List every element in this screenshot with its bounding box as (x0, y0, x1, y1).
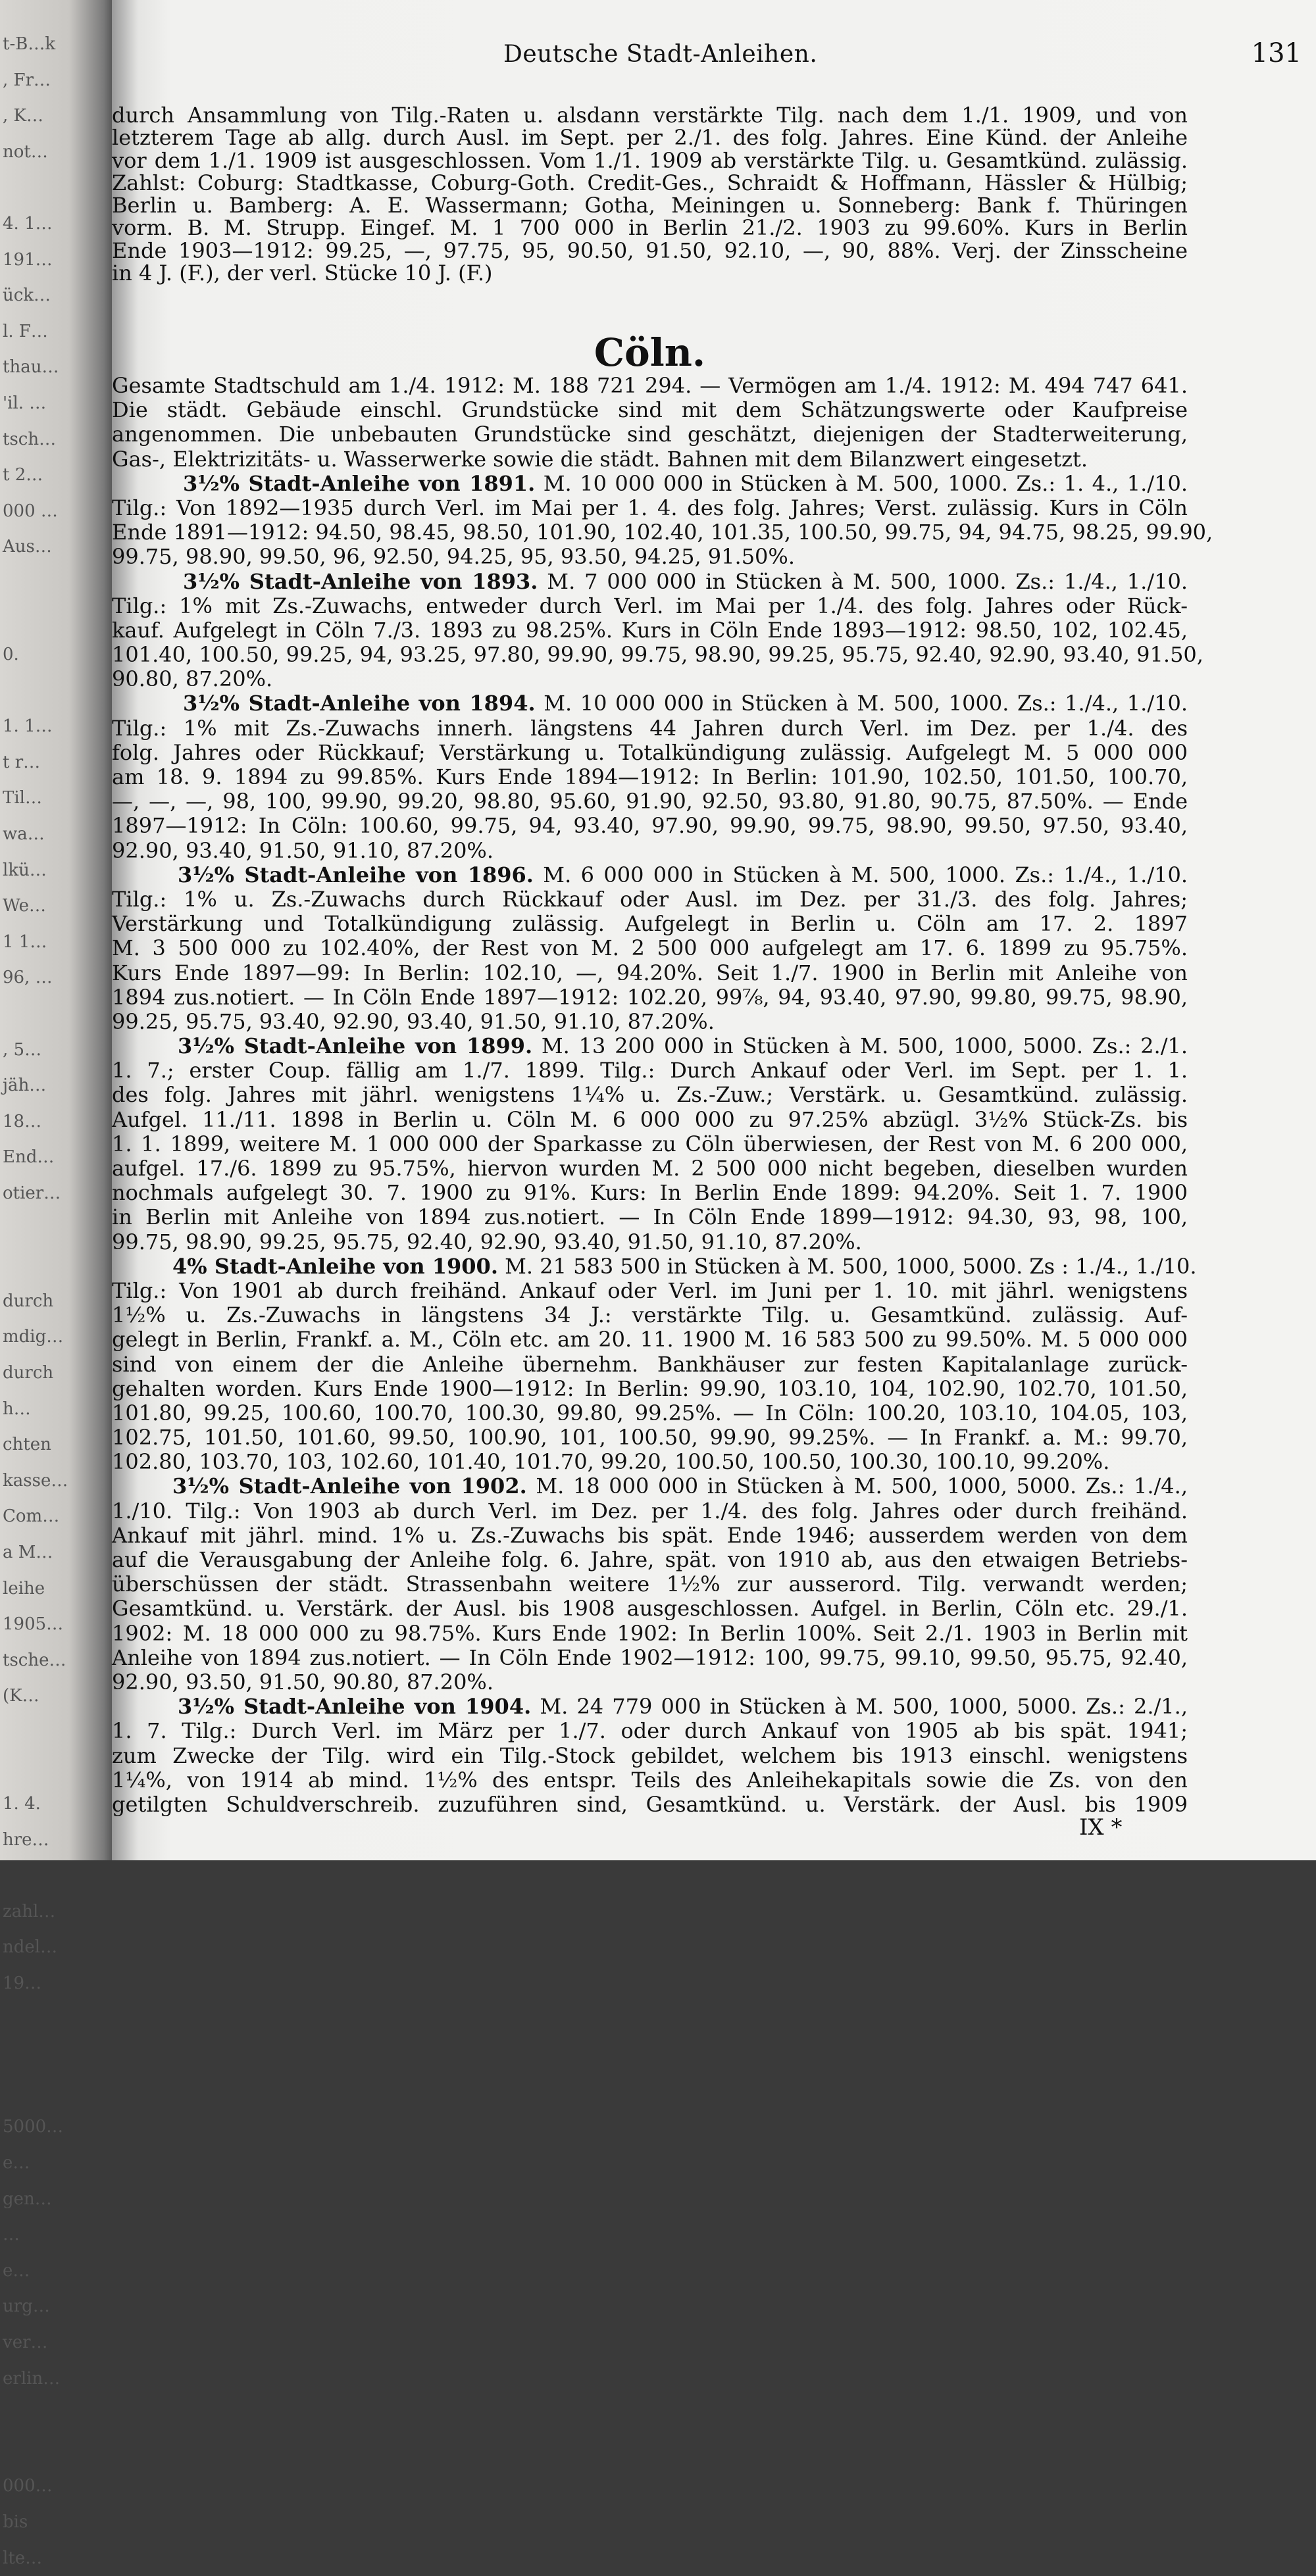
gutter-fragment: , 5… (3, 1039, 42, 1060)
text-line: vor dem 1./1. 1909 ist ausgeschlossen. Vom 1./1. 1909 ab verstärkte Tilg. u. Gesamtkünd. zulässig. (112, 147, 1188, 173)
gutter-fragment (3, 2396, 75, 2433)
line-text: Tilg.: Von 1901 ab durch freihänd. Ankauf oder Verl. im Juni per 1. 10. mit jährl. wenigstens (112, 1277, 1188, 1303)
line-text: Gesamtkünd. u. Verstärk. der Ausl. bis 1908 ausgeschlossen. Aufgel. in Berlin, Cöln etc. 29./1. (112, 1596, 1188, 1622)
gutter-fragment: wa… (3, 824, 45, 845)
loan-heading-line (112, 863, 1188, 887)
line-text: 1. 7. Tilg.: Durch Verl. im März per 1./7. oder durch Ankauf von 1905 ab bis spät. 1941; (112, 1718, 1188, 1744)
line-text: kauf. Aufgelegt in Cöln 7./3. 1893 zu 98.25%. Kurs in Cöln Ende 1893—1912: 98.50, 102, 102.45, (112, 617, 1188, 643)
text-line (112, 1450, 1188, 1474)
line-text: Verstärkung und Totalkündigung zulässig. Aufgelegt in Berlin u. Cöln am 17. 2. 1897 (112, 911, 1188, 937)
gutter-fragment: e… (3, 2260, 30, 2281)
line-text: 1897—1912: In Cöln: 100.60, 99.75, 94, 93.40, 97.90, 99.90, 99.75, 98.90, 99.50, 97.50, 93.40, (112, 813, 1188, 839)
gutter-fragment (3, 2002, 75, 2038)
gutter-fragment: tsch… (3, 429, 57, 449)
gutter-fragment: e… (3, 2153, 30, 2173)
line-text: M. 21 583 500 in Stücken à M. 500, 1000, 5000. Zs : 1./4., 1./10. (497, 1253, 1197, 1279)
gutter-fragment: thau… (3, 357, 59, 378)
text-line (112, 1352, 1188, 1377)
text-line (112, 1622, 1188, 1646)
line-text: 102.80, 103.70, 103, 102.60, 101.40, 101.70, 99.20, 100.50, 100.50, 100.30, 100.10, 99.20%. (112, 1449, 1110, 1475)
text-line (112, 1425, 1188, 1450)
gutter-fragment: durch (3, 1291, 54, 1311)
gutter-fragment (3, 1212, 75, 1248)
body-text (112, 373, 1213, 1817)
line-text: in Berlin mit Anleihe von 1894 zus.notiert. — In Cöln Ende 1899—1912: 94.30, 93, 98, 100, (112, 1204, 1188, 1230)
text-line (112, 716, 1188, 741)
gutter-fragment: 1905… (3, 1614, 64, 1635)
text-line (112, 1548, 1188, 1572)
gutter-fragment: 18… (3, 1111, 42, 1131)
gutter-fragment: zahl… (3, 1901, 56, 1921)
text-line (112, 618, 1188, 643)
gutter-fragment: 000… (3, 2476, 53, 2496)
gutter-fragment: erlin… (3, 2368, 61, 2389)
text-line (112, 1083, 1188, 1107)
gutter-fragment: ver… (3, 2333, 48, 2352)
gutter-fragment: (K… (3, 1686, 39, 1706)
line-text: 1. 7.; erster Coup. fällig am 1./7. 1899. Tilg.: Durch Ankauf oder Verl. im Sept. per 1. 1. (112, 1058, 1188, 1083)
line-text: Ankauf mit jährl. mind. 1% u. Zs.-Zuwachs bis spät. Ende 1946; ausserdem werden von dem (112, 1522, 1188, 1548)
text-line (112, 1572, 1188, 1597)
text-line (112, 839, 1188, 863)
line-text: 92.90, 93.50, 91.50, 90.80, 87.20%. (112, 1669, 494, 1695)
loan-heading: 3½% Stadt-Anleihe von 1891. (183, 470, 536, 496)
text-line (112, 912, 1188, 936)
gutter-fragment: We… (3, 896, 46, 916)
loan-heading-line (112, 1474, 1188, 1499)
text-line (112, 594, 1188, 618)
text-line: Ende 1903—1912: 99.25, —, 97.75, 95, 90.50, 91.50, 92.10, —, 90, 88%. Verj. der Zinsscheine (112, 237, 1188, 263)
text-line (112, 642, 1203, 668)
text-line: durch Ansammlung von Tilg.-Raten u. alsdann verstärkte Tilg. nach dem 1./1. 1909, und von (112, 103, 1188, 128)
text-line (112, 741, 1188, 765)
gutter-fragment: durch (3, 1362, 54, 1383)
gutter-fragment: 4. 1… (3, 213, 53, 234)
text-line (112, 1646, 1188, 1670)
text-line: letzterem Tage ab allg. durch Ausl. im Sept. per 2./1. des folg. Jahres. Eine Künd. der Anleihe (112, 125, 1188, 151)
text-line (112, 1499, 1188, 1523)
line-text: M. 24 779 000 in Stücken à M. 500, 1000, 5000. Zs.: 2./1., (531, 1694, 1188, 1720)
line-text: gelegt in Berlin, Frankf. a. M., Cöln etc. am 20. 11. 1900 M. 16 583 500 zu 99.50%. M. 5 000 000 (112, 1327, 1188, 1352)
gutter-fragment: ndel… (3, 1937, 58, 1958)
gutter-fragment: t r… (3, 752, 41, 772)
text-line (112, 1303, 1188, 1327)
line-text: 1½% u. Zs.-Zuwachs in längstens 34 J.: verstärkte Tilg. u. Gesamtkünd. zulässig. Auf- (112, 1302, 1188, 1328)
loan-heading: 3½% Stadt-Anleihe von 1896. (178, 862, 534, 887)
gutter-fragment: Com… (3, 1506, 60, 1527)
text-line (112, 1401, 1188, 1425)
line-text: Gesamte Stadtschuld am 1./4. 1912: M. 188 721 294. — Vermögen am 1./4. 1912: M. 494 747 641. (112, 373, 1188, 398)
gutter-fragment (3, 2073, 75, 2110)
text-line (112, 1010, 1188, 1034)
loan-heading-line (112, 1695, 1188, 1719)
text-line (112, 936, 1188, 960)
line-text: M. 7 000 000 in Stücken à M. 500, 1000. Zs.: 1./4., 1./10. (538, 568, 1188, 594)
page-number: 131 (1251, 38, 1302, 68)
line-text: —, —, —, 98, 100, 99.90, 99.20, 98.80, 95.60, 91.90, 92.50, 93.80, 91.80, 90.75, 87.50%. — Ende (112, 789, 1188, 814)
loan-heading: 3½% Stadt-Anleihe von 1894. (183, 691, 536, 716)
text-line (112, 1230, 1188, 1254)
line-text: angenommen. Die unbebauten Grundstücke sind geschätzt, diejenigen der Stadterweiterung, (112, 422, 1188, 447)
loan-heading: 4% Stadt-Anleihe von 1900. (172, 1253, 498, 1279)
text-line (112, 1205, 1188, 1229)
line-text: Die städt. Gebäude einschl. Grundstücke sind mit dem Schätzungswerte oder Kaufpreise (112, 397, 1188, 423)
text-line (112, 1156, 1188, 1181)
text-line (112, 447, 1188, 472)
gutter-fragment: jäh… (3, 1076, 47, 1096)
gutter-fragment: 'il. … (3, 393, 47, 413)
gutter-fragment: not… (3, 141, 48, 162)
gutter-fragment: , K… (3, 106, 43, 126)
text-line (112, 1793, 1188, 1817)
gutter-fragment: mdig… (3, 1327, 64, 1347)
gutter-fragment: kasse… (3, 1470, 68, 1491)
line-text: Gas-, Elektrizitäts- u. Wasserwerke sowie die städt. Bahnen mit dem Bilanzwert eingesetzt. (112, 446, 1088, 472)
text-line (112, 667, 1188, 691)
line-text: getilgten Schuldverschreib. zuzuführen sind, Gesamtkünd. u. Verstärk. der Ausl. bis 1909 (112, 1791, 1188, 1817)
gutter-fragment (3, 1247, 75, 1283)
text-line (112, 961, 1188, 985)
text-line (112, 545, 1188, 569)
loan-heading: 3½% Stadt-Anleihe von 1899. (178, 1033, 533, 1059)
line-text: M. 10 000 000 in Stücken à M. 500, 1000. Zs.: 1./4., 1./10. (535, 691, 1188, 716)
gutter-fragment: otier… (3, 1183, 61, 1203)
gutter-fragment: chten (3, 1435, 51, 1455)
text-line (112, 814, 1188, 838)
text-line (112, 1132, 1188, 1156)
gutter-fragment: 96, … (3, 968, 53, 988)
line-text: Tilg.: 1% mit Zs.-Zuwachs, entweder durch Verl. im Mai per 1./4. des folg. Jahres oder Rück- (112, 593, 1188, 618)
gutter-fragment: ück… (3, 285, 51, 306)
gutter-fragment (3, 673, 75, 709)
text-line (112, 887, 1188, 912)
text-line (112, 374, 1188, 398)
loan-heading: 3½% Stadt-Anleihe von 1893. (183, 568, 538, 594)
line-text: M. 6 000 000 in Stücken à M. 500, 1000. Zs.: 1./4., 1./10. (533, 862, 1188, 887)
line-text: M. 10 000 000 in Stücken à M. 500, 1000. Zs.: 1. 4., 1./10. (535, 470, 1188, 496)
gutter-fragment: h… (3, 1399, 31, 1419)
gutter-fragment (3, 565, 75, 601)
line-text: am 18. 9. 1894 zu 99.85%. Kurs Ende 1894—1912: In Berlin: 101.90, 102.50, 101.50, 100.70, (112, 764, 1188, 789)
text-line (112, 520, 1213, 545)
text-line (112, 1327, 1188, 1352)
line-text: 1902: M. 18 000 000 zu 98.75%. Kurs Ende 1902: In Berlin 100%. Seit 2./1. 1903 in Berlin mit (112, 1620, 1188, 1646)
line-text: Ende 1891—1912: 94.50, 98.45, 98.50, 101.90, 102.40, 101.35, 100.50, 99.75, 94, 94.75, 98.25, 99.90, (112, 520, 1213, 545)
line-text: aufgel. 17./6. 1899 zu 95.75%, hiervon wurden M. 2 500 000 nicht begeben, dieselben wurden (112, 1156, 1188, 1181)
line-text: 1. 1. 1899, weitere M. 1 000 000 der Sparkasse zu Cöln überwiesen, der Rest von M. 6 200 000, (112, 1131, 1188, 1156)
line-text: überschüssen der städt. Strassenbahn weitere 1½% zur ausserord. Tilg. verwandt werden; (112, 1572, 1188, 1597)
line-text: Anleihe von 1894 zus.notiert. — In Cöln Ende 1902—1912: 100, 99.75, 99.10, 99.50, 95.75, 92.40, (112, 1645, 1188, 1670)
gutter-fragment: tsche… (3, 1650, 66, 1670)
line-text: 99.75, 98.90, 99.50, 96, 92.50, 94.25, 95, 93.50, 94.25, 91.50%. (112, 544, 795, 570)
line-text: 1¼%, von 1914 ab mind. 1½% des entspr. Teils des Anleihekapitals sowie die Zs. von den (112, 1767, 1188, 1793)
gutter-fragment: 0. (3, 645, 19, 665)
line-text: des folg. Jahres mit jährl. wenigstens 1¼% u. Zs.-Zuw.; Verstärk. u. Gesamtkünd. zulässig. (112, 1082, 1188, 1108)
text-line (112, 1058, 1188, 1083)
text-line (112, 1744, 1188, 1768)
line-text: M. 13 200 000 in Stücken à M. 500, 1000, 5000. Zs.: 2./1. (532, 1033, 1188, 1059)
gutter-fragment: , Fr… (3, 70, 51, 90)
text-line (112, 1597, 1188, 1621)
loan-heading-line (112, 570, 1188, 594)
loan-heading-line (112, 472, 1188, 496)
line-text: Tilg.: Von 1892—1935 durch Verl. im Mai per 1. 4. des folg. Jahres; Verst. zulässig. Kurs in Cöln (112, 495, 1188, 520)
gutter-fragment: Aus… (3, 537, 52, 557)
line-text: 101.40, 100.50, 99.25, 94, 93.25, 97.80, 99.90, 99.75, 98.90, 99.25, 95.75, 92.40, 92.90, 93.40, 91.50, (112, 642, 1203, 668)
text-line (112, 422, 1188, 447)
gutter-fragment: a M… (3, 1542, 53, 1562)
line-text: Tilg.: 1% mit Zs.-Zuwachs innerh. längstens 44 Jahren durch Verl. im Dez. per 1./4. des (112, 715, 1188, 741)
gutter-fragment: 1. 1… (3, 716, 53, 737)
gutter-fragment: 1. 4. (3, 1794, 41, 1814)
loan-heading-line (112, 691, 1188, 716)
gutter-fragment: t-B…k (3, 34, 56, 54)
signature-mark: IX * (1079, 1814, 1123, 1841)
line-text: auf die Verausgabung der Anleihe folg. 6. Jahre, spät. von 1910 ab, aus den etwaigen Betriebs- (112, 1547, 1188, 1572)
line-text: zum Zwecke der Tilg. wird ein Tilg.-Stock gebildet, welchem bis 1913 einschl. wenigstens (112, 1743, 1188, 1768)
loan-heading-line (112, 1034, 1188, 1058)
line-text: Aufgel. 11./11. 1898 in Berlin u. Cöln M. 6 000 000 zu 97.25% abzügl. 3½% Stück-Zs. bis (112, 1106, 1188, 1132)
line-text: 99.25, 95.75, 93.40, 92.90, 93.40, 91.50, 91.10, 87.20%. (112, 1008, 715, 1034)
line-text: 1894 zus.notiert. — In Cöln Ende 1897—1912: 102.20, 99⅞, 94, 93.40, 97.90, 99.80, 99.75, 98.90, (112, 984, 1188, 1010)
gutter-fragment: … (3, 2225, 20, 2245)
gutter-text-fragments (3, 26, 75, 2576)
gutter-fragment: hre… (3, 1829, 49, 1850)
text-line: Berlin u. Bamberg: A. E. Wassermann; Gotha, Meiningen u. Sonneberg: Bank f. Thüringen (112, 193, 1188, 218)
book-page (112, 0, 1316, 1860)
line-text: 1./10. Tilg.: Von 1903 ab durch Verl. im Dez. per 1./4. des folg. Jahres oder durch freihänd. (112, 1498, 1188, 1523)
gutter-fragment (3, 170, 75, 206)
gutter-fragment: 000 … (3, 501, 58, 521)
gutter-fragment: l. F… (3, 321, 48, 341)
text-line: in 4 J. (F.), der verl. Stücke 10 J. (F.) (112, 260, 493, 286)
gutter-fragment: 19… (3, 1973, 42, 1994)
text-line (112, 1279, 1188, 1303)
gutter-fragment: t 2… (3, 465, 43, 485)
line-text: 90.80, 87.20%. (112, 666, 273, 692)
gutter-fragment: lkü… (3, 860, 47, 880)
line-text: nochmals aufgelegt 30. 7. 1900 zu 91%. Kurs: In Berlin Ende 1899: 94.20%. Seit 1. 7. 1900 (112, 1180, 1188, 1206)
line-text: 99.75, 98.90, 99.25, 95.75, 92.40, 92.90, 93.40, 91.50, 91.10, 87.20%. (112, 1229, 862, 1254)
loan-heading: 3½% Stadt-Anleihe von 1902. (172, 1474, 527, 1499)
gutter-fragment (3, 601, 75, 637)
text-line (112, 1719, 1188, 1743)
text-line (112, 765, 1188, 789)
gutter-fragment: 5000… (3, 2117, 64, 2137)
page-content (112, 0, 1316, 1860)
line-text: Tilg.: 1% u. Zs.-Zuwachs durch Rückkauf oder Ausl. im Dez. per 31./3. des folg. Jahres; (112, 886, 1188, 912)
gutter-fragment: leihe (3, 1578, 45, 1598)
section-title: Cöln. (594, 330, 706, 375)
text-line (112, 1768, 1188, 1793)
line-text: Kurs Ende 1897—99: In Berlin: 102.10, —, 94.20%. Seit 1./7. 1900 in Berlin mit Anleihe von (112, 960, 1188, 985)
loan-heading-line (112, 1253, 1197, 1279)
gutter-fragment (3, 1714, 75, 1750)
loan-heading: 3½% Stadt-Anleihe von 1904. (178, 1694, 532, 1720)
gutter-fragment (3, 2433, 75, 2469)
text-line (112, 1108, 1188, 1132)
gutter-fragment (3, 1750, 75, 1787)
text-line (112, 398, 1188, 422)
text-line (112, 496, 1188, 520)
gutter-fragment: 1 1… (3, 931, 47, 952)
gutter-fragment: bis (3, 2512, 28, 2532)
gutter-fragment: lte… (3, 2548, 43, 2568)
text-line (112, 985, 1188, 1010)
gutter-fragment (3, 996, 75, 1032)
gutter-fragment: 191… (3, 249, 53, 270)
line-text: sind von einem der die Anleihe übernehm. Bankhäuser zur festen Kapitalanlage zurück- (112, 1351, 1188, 1377)
line-text: 92.90, 93.40, 91.50, 91.10, 87.20%. (112, 837, 494, 863)
line-text: 102.75, 101.50, 101.60, 99.50, 100.90, 101, 100.50, 99.90, 99.25%. — In Frankf. a. M.: 99.70, (112, 1425, 1188, 1450)
text-line: vorm. B. M. Strupp. Eingef. M. 1 700 000 in Berlin 21./2. 1903 zu 99.60%. Kurs in Berlin (112, 215, 1188, 241)
line-text: 101.80, 99.25, 100.60, 100.70, 100.30, 99.80, 99.25%. — In Cöln: 100.20, 103.10, 104.05, 103, (112, 1400, 1188, 1425)
gutter-fragment: urg… (3, 2296, 50, 2317)
intro-paragraph (112, 104, 1188, 284)
line-text: gehalten worden. Kurs Ende 1900—1912: In Berlin: 99.90, 103.10, 104, 102.90, 102.70, 101.50, (112, 1375, 1188, 1401)
gutter-fragment (3, 1858, 75, 1894)
text-line: Zahlst: Coburg: Stadtkasse, Coburg-Goth. Credit-Ges., Schraidt & Hoffmann, Hässler & Hülbig; (112, 170, 1188, 195)
line-text: folg. Jahres oder Rückkauf; Verstärkung u. Totalkündigung zulässig. Aufgelegt M. 5 000 000 (112, 739, 1188, 765)
gutter-fragment: gen… (3, 2189, 52, 2209)
text-line (112, 1377, 1188, 1401)
line-text: M. 18 000 000 in Stücken à M. 500, 1000, 5000. Zs.: 1./4., (526, 1474, 1188, 1499)
text-line (112, 1670, 1188, 1695)
running-title: Deutsche Stadt-Anleihen. (503, 41, 818, 68)
text-line (112, 1523, 1188, 1548)
text-line (112, 789, 1188, 814)
gutter-fragment: End… (3, 1147, 55, 1168)
gutter-fragment: Til… (3, 788, 42, 808)
gutter-fragment (3, 2037, 75, 2073)
text-line (112, 1181, 1188, 1205)
line-text: M. 3 500 000 zu 102.40%, der Rest von M. 2 500 000 aufgelegt am 17. 6. 1899 zu 95.75%. (112, 935, 1188, 961)
